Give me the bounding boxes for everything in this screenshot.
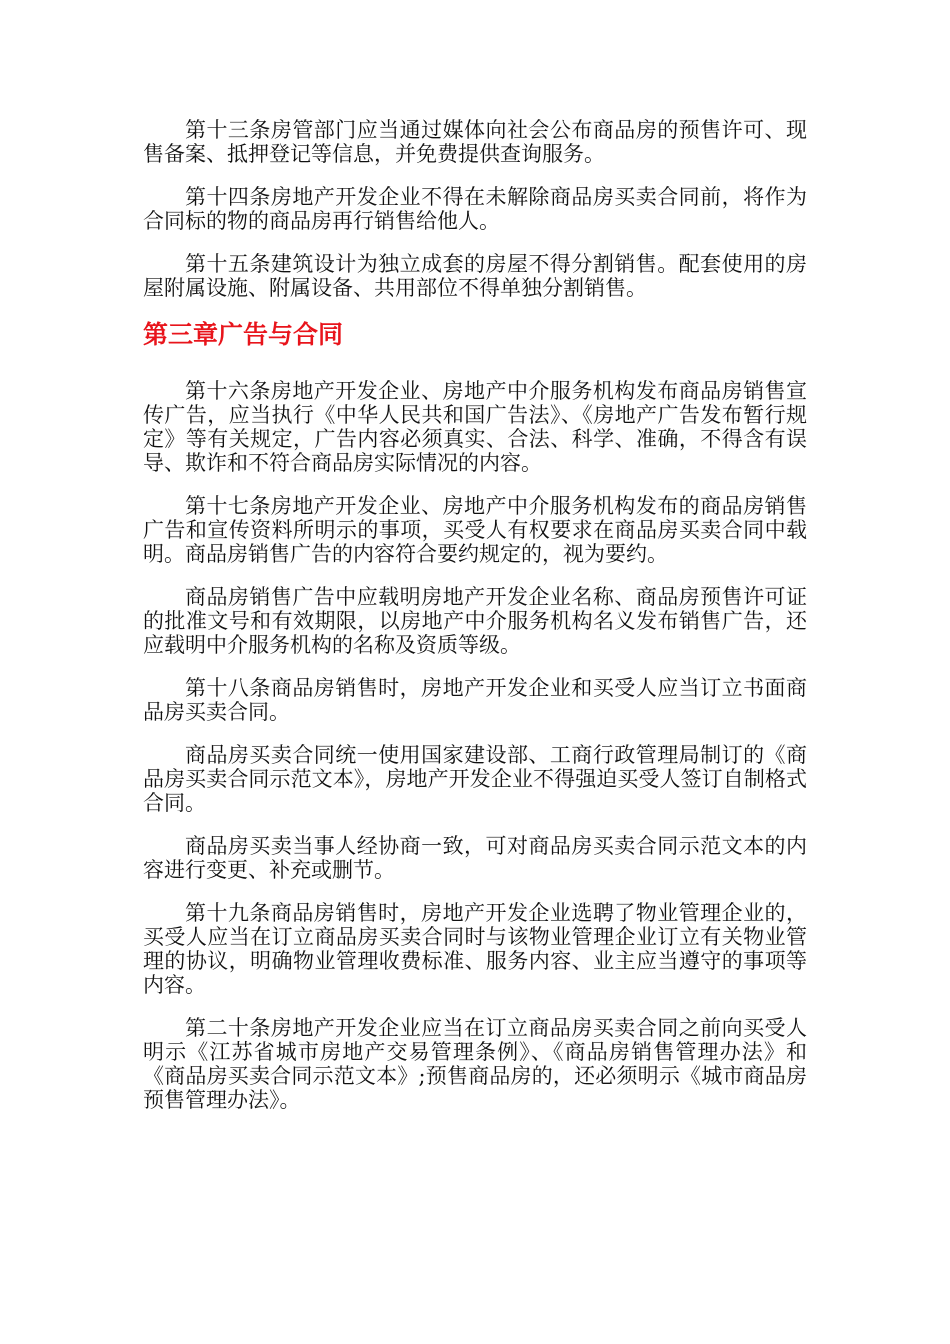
paragraph-article-13: 第十三条房管部门应当通过媒体向社会公布商品房的预售许可、现售备案、抵押登记等信息，并免费提供查询服务。 (143, 118, 807, 166)
paragraph-article-18-clause-a: 商品房买卖合同统一使用国家建设部、工商行政管理局制订的《商品房买卖合同示范文本》，房地产开发企业不得强迫买受人签订自制格式合同。 (143, 743, 807, 815)
paragraph-article-18: 第十八条商品房销售时，房地产开发企业和买受人应当订立书面商品房买卖合同。 (143, 676, 807, 724)
paragraph-article-18-clause-b: 商品房买卖当事人经协商一致，可对商品房买卖合同示范文本的内容进行变更、补充或删节。 (143, 834, 807, 882)
paragraph-article-19: 第十九条商品房销售时，房地产开发企业选聘了物业管理企业的，买受人应当在订立商品房买卖合同时与该物业管理企业订立有关物业管理的协议，明确物业管理收费标准、服务内容、业主应当遵守的事项等内容。 (143, 901, 807, 997)
paragraph-article-16: 第十六条房地产开发企业、房地产中介服务机构发布商品房销售宣传广告，应当执行《中华人民共和国广告法》、《房地产广告发布暂行规定》等有关规定，广告内容必须真实、合法、科学、准确，不得含有误导、欺诈和不符合商品房实际情况的内容。 (143, 379, 807, 475)
document-body (143, 118, 807, 1131)
paragraph-article-17-clause: 商品房销售广告中应载明房地产开发企业名称、商品房预售许可证的批准文号和有效期限，以房地产中介服务机构名义发布销售广告，还应载明中介服务机构的名称及资质等级。 (143, 585, 807, 657)
paragraph-article-15: 第十五条建筑设计为独立成套的房屋不得分割销售。配套使用的房屋附属设施、附属设备、共用部位不得单独分割销售。 (143, 252, 807, 300)
paragraph-article-20: 第二十条房地产开发企业应当在订立商品房买卖合同之前向买受人明示《江苏省城市房地产交易管理条例》、《商品房销售管理办法》和《商品房买卖合同示范文本》;预售商品房的，还必须明示《城市商品房预售管理办法》。 (143, 1016, 807, 1112)
chapter-heading: 第三章广告与合同 (143, 320, 344, 349)
paragraph-article-14: 第十四条房地产开发企业不得在未解除商品房买卖合同前，将作为合同标的物的商品房再行销售给他人。 (143, 185, 807, 233)
paragraph-article-17: 第十七条房地产开发企业、房地产中介服务机构发布的商品房销售广告和宣传资料所明示的事项，买受人有权要求在商品房买卖合同中载明。商品房销售广告的内容符合要约规定的，视为要约。 (143, 494, 807, 566)
